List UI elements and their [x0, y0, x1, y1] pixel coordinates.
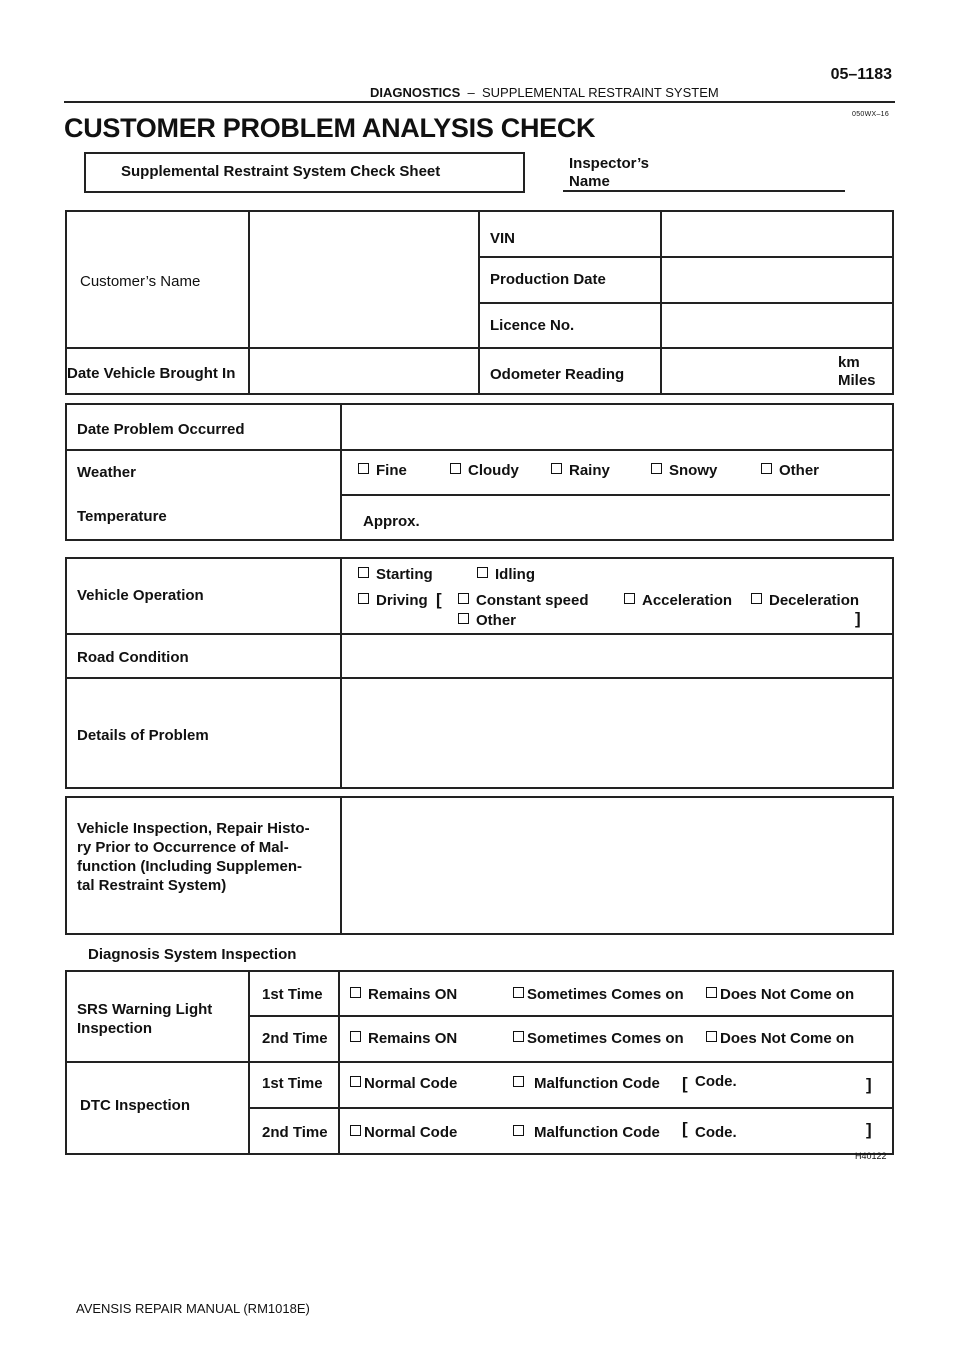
figure-code: H40122	[855, 1151, 887, 1161]
dtc2-close-bracket: ]	[866, 1120, 872, 1139]
temperature-value[interactable]: Approx.	[363, 513, 420, 530]
production-date-label: Production Date	[490, 271, 606, 288]
footer-text: AVENSIS REPAIR MANUAL (RM1018E)	[76, 1301, 310, 1316]
checkbox-icon	[358, 593, 369, 604]
inspector-name-line[interactable]	[563, 190, 845, 192]
checkbox-icon	[706, 987, 717, 998]
section-subtitle: SUPPLEMENTAL RESTRAINT SYSTEM	[482, 85, 719, 100]
dtc1-open-bracket: [	[682, 1074, 688, 1093]
weather-label: Weather	[77, 464, 136, 481]
divider	[65, 633, 894, 635]
date-brought-label: Date Vehicle Brought In	[67, 365, 236, 382]
page-title: CUSTOMER PROBLEM ANALYSIS CHECK	[64, 113, 596, 143]
dtc2-malfunction-option[interactable]	[513, 1124, 660, 1141]
customer-name-label: Customer’s Name	[80, 273, 201, 290]
customer-name-field[interactable]	[252, 212, 476, 346]
close-bracket: ]	[855, 609, 861, 628]
dtc-second-time-label: 2nd Time	[262, 1124, 328, 1141]
srs1-sometimes-option[interactable]	[513, 986, 684, 1003]
op-idling-option[interactable]	[477, 566, 535, 583]
checkbox-icon	[706, 1031, 717, 1042]
checkbox-icon	[551, 463, 562, 474]
option-label: Deceleration	[769, 592, 860, 609]
dtc-first-time-label: 1st Time	[262, 1075, 323, 1092]
srs-first-time-label: 1st Time	[262, 986, 323, 1003]
vin-field[interactable]	[664, 212, 892, 255]
option-label: Fine	[376, 462, 407, 479]
dtc2-normal-code-option[interactable]	[350, 1124, 457, 1141]
page-number: 05–1183	[830, 66, 892, 83]
option-label: Starting	[376, 566, 433, 583]
checkbox-icon	[350, 987, 361, 998]
date-brought-field[interactable]	[252, 350, 476, 393]
option-label: Other	[476, 612, 517, 629]
dtc1-normal-code-option[interactable]	[350, 1075, 457, 1092]
option-label: Remains ON	[368, 1030, 458, 1047]
divider	[65, 677, 894, 679]
checkbox-icon	[624, 593, 635, 604]
divider	[248, 1015, 894, 1017]
checkbox-icon	[350, 1031, 361, 1042]
odometer-field[interactable]	[664, 350, 834, 393]
divider	[65, 1061, 894, 1063]
inspector-name-label: Inspector’s Name	[569, 155, 650, 190]
option-label: Rainy	[569, 462, 610, 479]
option-label: Idling	[495, 566, 535, 583]
checkbox-icon	[751, 593, 762, 604]
checkbox-icon	[358, 567, 369, 578]
option-label: Does Not Come on	[720, 1030, 855, 1047]
weather-fine-option[interactable]	[358, 462, 407, 479]
srs1-remains-on-option[interactable]	[350, 986, 457, 1003]
srs-second-time-label: 2nd Time	[262, 1030, 328, 1047]
weather-snowy-option[interactable]	[651, 462, 717, 479]
option-label: Sometimes Comes on	[527, 1030, 684, 1047]
odometer-units: km Miles	[838, 354, 876, 389]
option-label: Acceleration	[642, 592, 733, 609]
op-driving-option[interactable]	[358, 592, 428, 609]
checkbox-icon	[651, 463, 662, 474]
op-deceleration-option[interactable]	[751, 592, 859, 609]
divider	[65, 449, 894, 451]
dtc2-code-label[interactable]: Code.	[695, 1124, 737, 1141]
divider	[65, 347, 894, 349]
checkbox-icon	[513, 1076, 524, 1087]
op-other-option[interactable]	[458, 612, 516, 629]
option-label: Malfunction Code	[534, 1124, 660, 1141]
section-title: DIAGNOSTICS	[370, 85, 461, 100]
checkbox-icon	[350, 1125, 361, 1136]
option-label: Malfunction Code	[534, 1075, 660, 1092]
weather-rainy-option[interactable]	[551, 462, 610, 479]
sheet-title: Supplemental Restraint System Check Sheet	[121, 163, 441, 180]
history-field[interactable]	[344, 798, 892, 933]
header-rule	[64, 101, 895, 103]
divider	[340, 557, 342, 789]
srs2-remains-on-option[interactable]	[350, 1030, 457, 1047]
srs-warning-label: SRS Warning Light Inspection	[77, 1001, 213, 1037]
checkbox-icon	[458, 613, 469, 624]
details-problem-field[interactable]	[344, 681, 892, 787]
op-acceleration-option[interactable]	[624, 592, 732, 609]
option-label: Cloudy	[468, 462, 519, 479]
road-condition-label: Road Condition	[77, 649, 189, 666]
option-label: Constant speed	[476, 592, 589, 609]
checkbox-icon	[513, 987, 524, 998]
option-label: Does Not Come on	[720, 986, 855, 1003]
vehicle-operation-label: Vehicle Operation	[77, 587, 204, 604]
srs2-sometimes-option[interactable]	[513, 1030, 684, 1047]
option-label: Snowy	[669, 462, 718, 479]
checkbox-icon	[513, 1125, 524, 1136]
srs1-not-come-on-option[interactable]	[706, 986, 854, 1003]
checkbox-icon	[458, 593, 469, 604]
diagnosis-heading: Diagnosis System Inspection	[88, 946, 297, 963]
checkbox-icon	[761, 463, 772, 474]
vin-label: VIN	[490, 230, 516, 247]
dtc1-malfunction-option[interactable]	[513, 1075, 660, 1092]
divider	[340, 796, 342, 935]
dtc1-code-label[interactable]: Code.	[695, 1073, 737, 1090]
checkbox-icon	[358, 463, 369, 474]
details-problem-label: Details of Problem	[77, 727, 209, 744]
temperature-label: Temperature	[77, 508, 167, 525]
divider	[248, 1107, 894, 1109]
reference-code: 050WX–16	[852, 111, 890, 118]
odometer-label: Odometer Reading	[490, 366, 625, 383]
divider	[248, 210, 250, 395]
date-problem-label: Date Problem Occurred	[77, 421, 245, 438]
weather-other-option[interactable]	[761, 462, 819, 479]
option-label: Remains ON	[368, 986, 458, 1003]
checkbox-icon	[477, 567, 488, 578]
production-date-field[interactable]	[664, 258, 892, 301]
date-problem-field[interactable]	[344, 405, 892, 447]
checkbox-icon	[513, 1031, 524, 1042]
op-constant-speed-option[interactable]	[458, 592, 589, 609]
road-condition-field[interactable]	[344, 637, 892, 675]
checkbox-icon	[450, 463, 461, 474]
checkbox-icon	[350, 1076, 361, 1087]
section-header	[370, 85, 719, 100]
history-label: Vehicle Inspection, Repair Histo- ry Prior to Occurrence of Mal- function (Including Supplemen- tal Restraint System)	[77, 820, 310, 894]
licence-label: Licence No.	[490, 317, 575, 334]
op-starting-option[interactable]	[358, 566, 433, 583]
licence-field[interactable]	[664, 304, 892, 346]
option-label: Driving	[376, 592, 428, 609]
srs2-not-come-on-option[interactable]	[706, 1030, 854, 1047]
section-separator: –	[467, 85, 475, 100]
dtc-inspection-label: DTC Inspection	[80, 1097, 191, 1114]
option-label: Normal Code	[364, 1124, 458, 1141]
weather-cloudy-option[interactable]	[450, 462, 519, 479]
option-label: Other	[779, 462, 820, 479]
dtc1-close-bracket: ]	[866, 1075, 872, 1094]
open-bracket: [	[436, 590, 442, 609]
divider	[340, 403, 342, 541]
dtc2-open-bracket: [	[682, 1119, 688, 1138]
divider	[340, 494, 890, 496]
option-label: Normal Code	[364, 1075, 458, 1092]
option-label: Sometimes Comes on	[527, 986, 684, 1003]
